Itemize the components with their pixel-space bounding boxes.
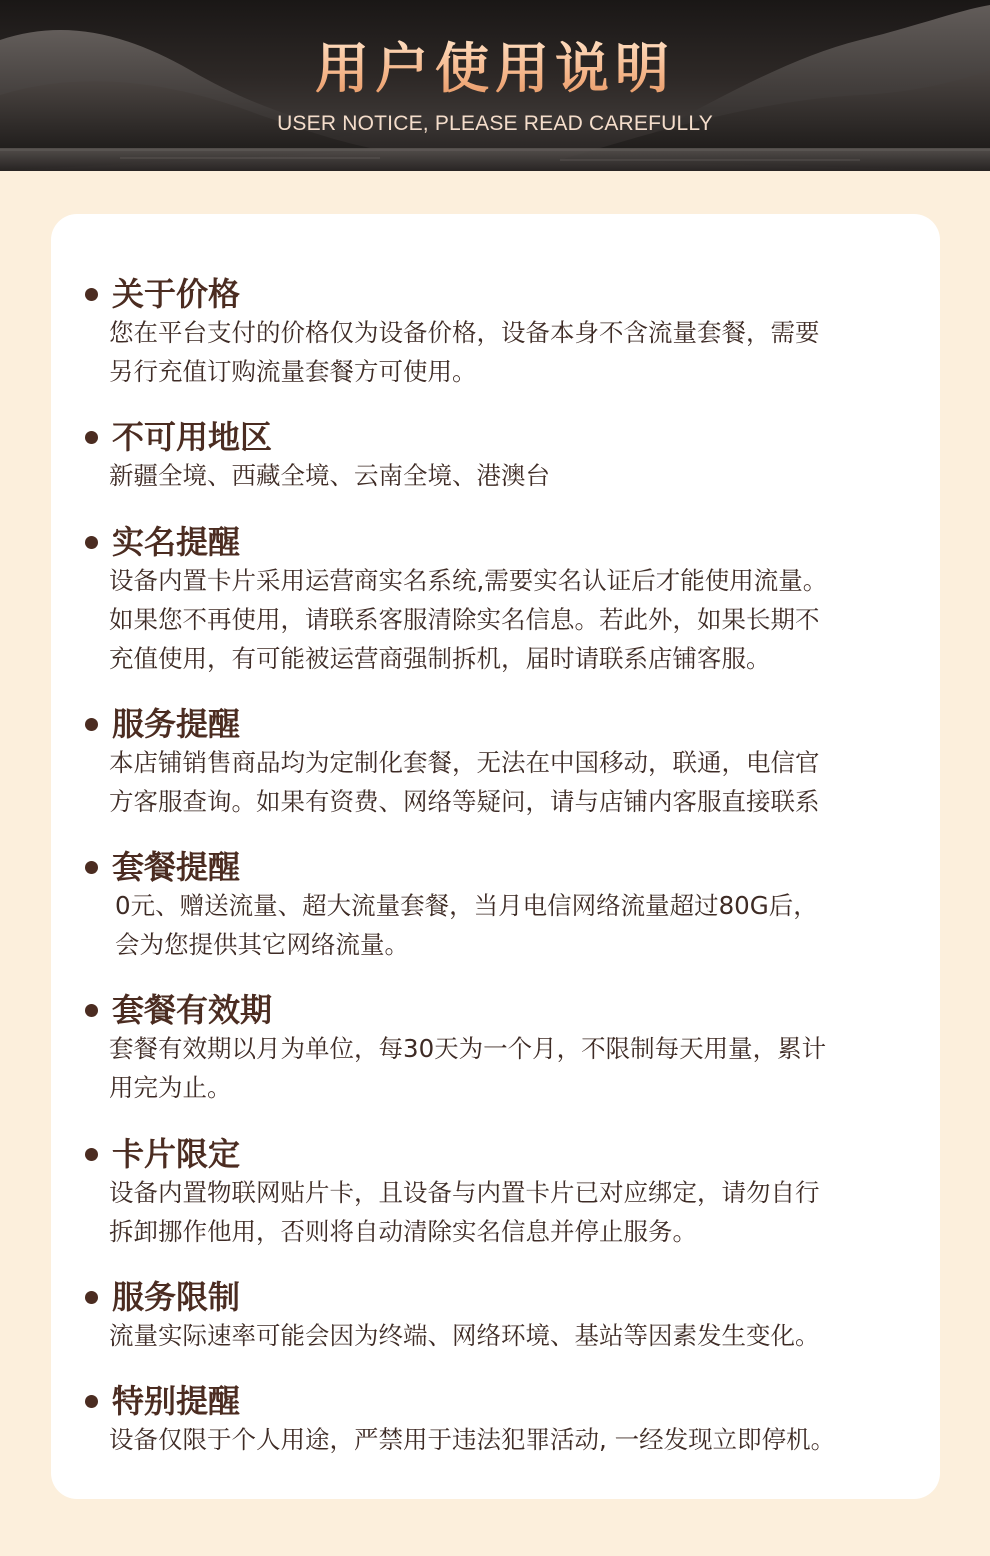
header-banner <box>0 0 990 171</box>
section-heading <box>85 846 240 888</box>
bullet-dot-icon <box>85 1291 98 1304</box>
bullet-dot-icon <box>85 1395 98 1408</box>
section-heading <box>85 521 240 563</box>
section-heading <box>85 273 240 315</box>
bullet-dot-icon <box>85 718 98 731</box>
section-body: 套餐有效期以月为单位，每30天为一个月，不限制每天用量，累计 用完为止。 <box>109 1034 827 1102</box>
section-body: 设备内置卡片采用运营商实名系统,需要实名认证后才能使用流量。 如果您不再使用，请联系客服清除实名信息。若此外，如果长期不 充值使用，有可能被运营商强制拆机，届时请联系店铺客服。 <box>109 566 828 673</box>
bullet-dot-icon <box>85 861 98 874</box>
section-title: 不可用地区 <box>112 418 273 456</box>
section-body: 本店铺销售商品均为定制化套餐，无法在中国移动，联通，电信官 方客服查询。如果有资费、网络等疑问，请与店铺内客服直接联系 <box>109 748 820 816</box>
section-body: 新疆全境、西藏全境、云南全境、港澳台 <box>109 461 550 490</box>
section-heading <box>85 989 272 1031</box>
section-heading <box>85 1380 240 1422</box>
bullet-dot-icon <box>85 1148 98 1161</box>
section-heading <box>85 703 240 745</box>
section-title: 套餐有效期 <box>112 991 273 1029</box>
section-body: 您在平台支付的价格仅为设备价格，设备本身不含流量套餐，需要 另行充值订购流量套餐方可使用。 <box>109 318 820 386</box>
section-heading <box>85 1133 240 1175</box>
section-body: 流量实际速率可能会因为终端、网络环境、基站等因素发生变化。 <box>109 1321 820 1350</box>
section-title: 实名提醒 <box>112 523 241 561</box>
section-title: 服务提醒 <box>112 705 241 743</box>
bullet-dot-icon <box>85 431 98 444</box>
bullet-dot-icon <box>85 1004 98 1017</box>
section-title: 服务限制 <box>112 1278 241 1316</box>
page-subtitle: USER NOTICE, PLEASE READ CAREFULLY <box>277 112 713 135</box>
section-title: 套餐提醒 <box>112 848 241 886</box>
notice-card <box>51 214 940 1499</box>
section-body: 设备内置物联网贴片卡，且设备与内置卡片已对应绑定，请勿自行 拆卸挪作他用，否则将自动清除实名信息并停止服务。 <box>109 1178 820 1246</box>
bullet-dot-icon <box>85 536 98 549</box>
section-body: 设备仅限于个人用途，严禁用于违法犯罪活动, 一经发现立即停机。 <box>109 1425 836 1454</box>
section-title: 卡片限定 <box>112 1135 241 1173</box>
section-title: 关于价格 <box>112 275 241 313</box>
section-heading <box>85 1276 240 1318</box>
bullet-dot-icon <box>85 288 98 301</box>
section-heading <box>85 416 272 458</box>
section-title: 特别提醒 <box>112 1382 241 1420</box>
section-body: 0元、赠送流量、超大流量套餐，当月电信网络流量超过80G后， 会为您提供其它网络流量。 <box>115 891 818 959</box>
page-title: 用户使用说明 <box>0 34 990 104</box>
